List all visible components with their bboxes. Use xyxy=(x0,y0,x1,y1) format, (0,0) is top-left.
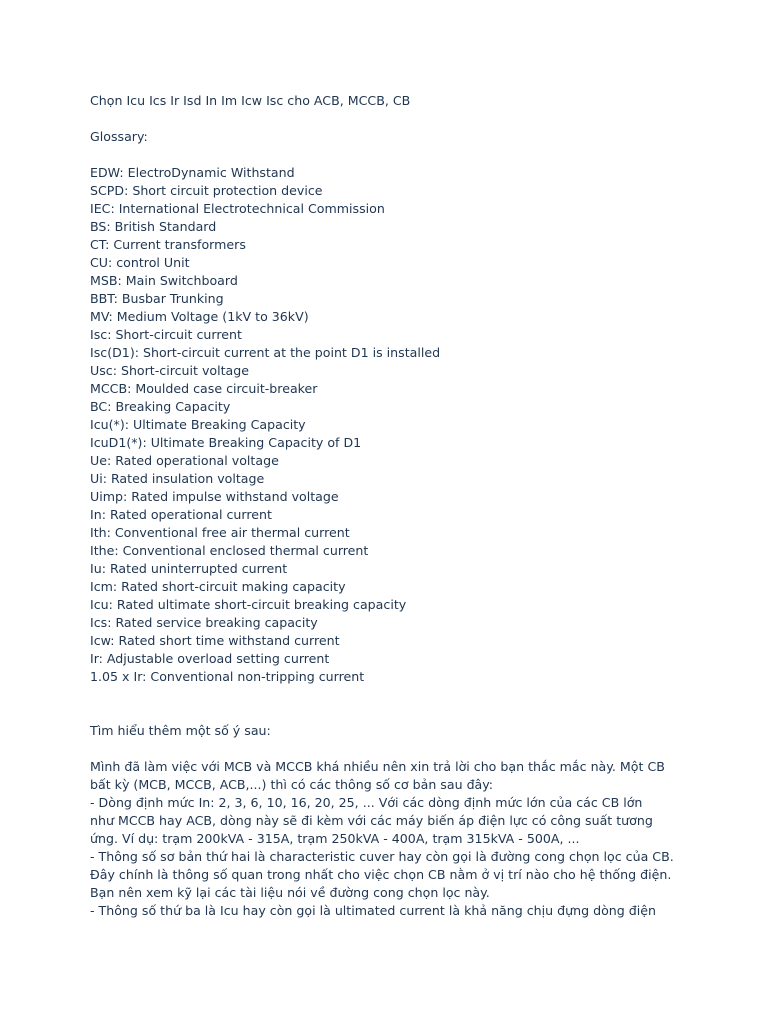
glossary-item: EDW: ElectroDynamic Withstand xyxy=(90,165,295,180)
body-line: - Thông số thứ ba là Icu hay còn gọi là ultimated current là khả năng chịu đựng dòng điện xyxy=(90,903,656,918)
glossary-item: CT: Current transformers xyxy=(90,237,246,252)
glossary-heading: Glossary: xyxy=(90,129,148,144)
body-line: như MCCB hay ACB, dòng này sẽ đi kèm với các máy biến áp điện lực có công suất tương xyxy=(90,813,653,828)
glossary-item: SCPD: Short circuit protection device xyxy=(90,183,323,198)
glossary-item: Usc: Short-circuit voltage xyxy=(90,363,250,378)
glossary-item: Icw: Rated short time withstand current xyxy=(90,633,340,648)
glossary-item: MCCB: Moulded case circuit-breaker xyxy=(90,381,318,396)
glossary-item: IcuD1(*): Ultimate Breaking Capacity of D1 xyxy=(90,435,362,450)
glossary-item: Ue: Rated operational voltage xyxy=(90,453,279,468)
glossary-item: Ui: Rated insulation voltage xyxy=(90,471,265,486)
glossary-item: Isc(D1): Short-circuit current at the point D1 is installed xyxy=(90,345,441,360)
glossary-item: IEC: International Electrotechnical Commission xyxy=(90,201,385,216)
glossary-item: MSB: Main Switchboard xyxy=(90,273,238,288)
glossary-item: Uimp: Rated impulse withstand voltage xyxy=(90,489,339,504)
glossary-item: Ics: Rated service breaking capacity xyxy=(90,615,318,630)
glossary-item: Ith: Conventional free air thermal current xyxy=(90,525,350,540)
body-line: Đây chính là thông số quan trong nhất cho việc chọn CB nằm ở vị trí nào cho hệ thống điện. xyxy=(90,867,672,882)
glossary-item: BBT: Busbar Trunking xyxy=(90,291,224,306)
body-line: - Dòng định mức In: 2, 3, 6, 10, 16, 20, 25, ... Với các dòng định mức lớn của các CB lớn xyxy=(90,795,643,810)
glossary-item: BC: Breaking Capacity xyxy=(90,399,231,414)
body-line: Bạn nên xem kỹ lại các tài liệu nói về đường cong chọn lọc này. xyxy=(90,885,490,900)
body-line: ứng. Ví dụ: trạm 200kVA - 315A, trạm 250kVA - 400A, trạm 315kVA - 500A, ... xyxy=(90,831,580,846)
glossary-item: Isc: Short-circuit current xyxy=(90,327,242,342)
glossary-list xyxy=(90,164,730,686)
glossary-item: Iu: Rated uninterrupted current xyxy=(90,561,288,576)
document-page xyxy=(90,92,730,920)
glossary-item: Icm: Rated short-circuit making capacity xyxy=(90,579,346,594)
body-line: Mình đã làm việc với MCB và MCCB khá nhiều nên xin trả lời cho bạn thắc mắc này. Một CB xyxy=(90,759,665,774)
glossary-item: In: Rated operational current xyxy=(90,507,272,522)
section-heading: Tìm hiểu thêm một số ý sau: xyxy=(90,723,271,738)
glossary-item: Icu: Rated ultimate short-circuit breaking capacity xyxy=(90,597,407,612)
glossary-item: Ithe: Conventional enclosed thermal current xyxy=(90,543,369,558)
glossary-item: BS: British Standard xyxy=(90,219,217,234)
body-line: - Thông số sơ bản thứ hai là characteristic cuver hay còn gọi là đường cong chọn lọc của CB. xyxy=(90,849,674,864)
glossary-item: 1.05 x Ir: Conventional non-tripping current xyxy=(90,669,365,684)
glossary-item: Ir: Adjustable overload setting current xyxy=(90,651,330,666)
glossary-item: MV: Medium Voltage (1kV to 36kV) xyxy=(90,309,309,324)
glossary-item: CU: control Unit xyxy=(90,255,190,270)
glossary-item: Icu(*): Ultimate Breaking Capacity xyxy=(90,417,306,432)
body-line: bất kỳ (MCB, MCCB, ACB,...) thì có các thông số cơ bản sau đây: xyxy=(90,777,494,792)
document-title: Chọn Icu Ics Ir Isd In Im Icw Isc cho ACB, MCCB, CB xyxy=(90,93,411,108)
body-text xyxy=(90,758,730,920)
